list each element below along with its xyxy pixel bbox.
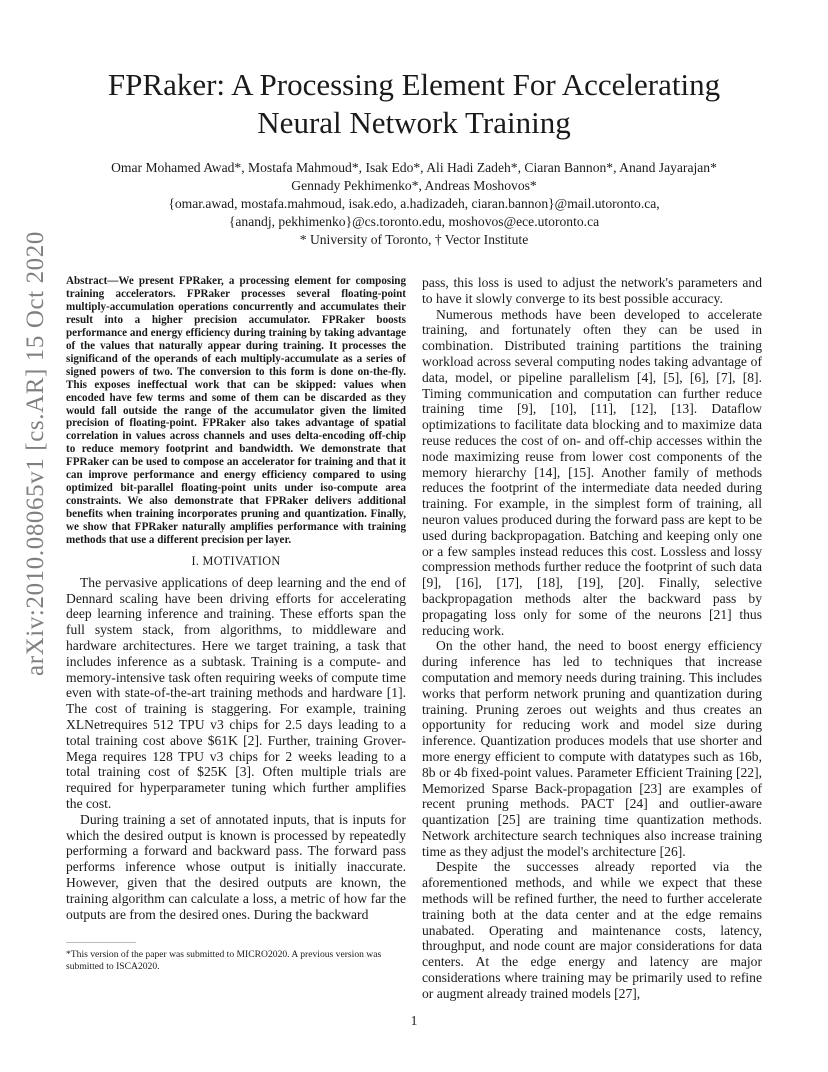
paragraph: pass, this loss is used to adjust the network's parameters and to have it slowly converge to its best possible accuracy. — [422, 275, 762, 306]
right-column — [422, 275, 762, 1002]
abstract: Abstract—We present FPRaker, a processing element for composing training accelerators. FPRaker processes several floating-point multiply-accumulation operations concurrently and accumulates their result into a higher precision accumulator. FPRaker boosts performance and energy efficiency during training by taking advantage of the values that naturally appear during training. It processes the significand of the operands of each multiply-accumulate as a series of signed powers of two. The conversion to this form is done on-the-fly. This exposes ineffectual work that can be skipped: values when encoded have few terms and some of them can be discarded as they would fall outside the range of the accumulator given the limited precision of floating-point. FPRaker also takes advantage of spatial correlation in values across channels and uses delta-encoding off-chip to reduce memory footprint and bandwidth. We demonstrate that FPRaker can be used to compose an accelerator for training and that it can improve performance and energy efficiency compared to using optimized bit-parallel floating-point units under iso-compute area constraints. We also demonstrate that FPRaker delivers additional benefits when training incorporates pruning and quantization. Finally, we show that FPRaker naturally amplifies performance with training methods that use a different precision per layer. — [66, 275, 406, 547]
title-line-2: Neural Network Training — [257, 105, 571, 140]
title-line-1: FPRaker: A Processing Element For Accelerating — [107, 67, 721, 102]
paragraph: Despite the successes already reported via the aforementioned methods, and while we expect that these methods will be refined further, the need to further accelerate training both at the data center and at the edge remains unabated. Operating and maintenance costs, latency, throughput, and node count are major considerations for data centers. At the edge energy and latency are major considerations where training may be primarily used to refine or augment already trained models [27], — [422, 859, 762, 1001]
arxiv-stamp-text: arXiv:2010.08065v1 [cs.AR] 15 Oct 2020 — [22, 231, 49, 676]
emails-line-1: {omar.awad, mostafa.mahmoud, isak.edo, a.hadizadeh, ciaran.bannon}@mail.utoronto.ca, — [168, 196, 660, 211]
footnote-rule — [66, 942, 136, 943]
arxiv-stamp — [14, 231, 54, 676]
section-heading: I. MOTIVATION — [191, 554, 281, 569]
emails-line-2: {anandj, pekhimenko}@cs.toronto.edu, moshovos@ece.utoronto.ca — [228, 214, 600, 229]
paragraph: On the other hand, the need to boost energy efficiency during inference has led to techniques that increase computation and memory needs during training. This includes works that perform network pruning and quantization during training. Pruning zeroes out weights and thus creates an opportunity for reducing work and model size during inference. Quantization produces models that use shorter and more energy efficient to compute with datatypes such as 16b, 8b or 4b fixed-point values. Parameter Efficient Training [22], Memorized Sparse Back-propagation [23] are examples of recent pruning methods. PACT [24] and outlier-aware quantization [25] are training time quantization methods. Network architecture search techniques also increase training time as they adjust the model's architecture [26]. — [422, 638, 762, 859]
footnote: *This version of the paper was submitted to MICRO2020. A previous version was submitted to ISCA2020. — [66, 949, 382, 972]
paragraph: Numerous methods have been developed to accelerate training, and fortunately often they can be used in combination. Distributed training partitions the training workload across several computing nodes taking advantage of data, model, or pipeline parallelism [4], [5], [6], [7], [8]. Timing communication and computation can further reduce training time [9], [10], [11], [12], [13]. Dataflow optimizations to facilitate data blocking and to maximize data reuse reduces the cost of on- and off-chip accesses within the node maximizing reuse from lower cost components of the memory hierarchy [14], [15]. Another family of methods reduces the footprint of the intermediate data needed during training. For example, in the simplest form of training, all neuron values produced during the forward pass are kept to be used during backpropagation. Batching and keeping only one or a few samples instead reduces this cost. Lossless and lossy compression methods further reduce the footprint of such data [9], [16], [17], [18], [19], [20]. Finally, selective backpropagation methods alter the backward pass by propagating loss only for some of the neurons [21] thus reducing work. — [422, 306, 762, 638]
affiliation: * University of Toronto, † Vector Institute — [299, 232, 529, 247]
authors-line-1: Omar Mohamed Awad*, Mostafa Mahmoud*, Isak Edo*, Ali Hadi Zadeh*, Ciaran Bannon*, Anand Jayarajan* — [111, 160, 717, 175]
paragraph: The pervasive applications of deep learning and the end of Dennard scaling have been driving efforts for accelerating deep learning inference and training. These efforts span the full system stack, from algorithms, to middleware and hardware architectures. Here we target training, a task that includes inference as a subtask. Training is a compute- and memory-intensive task often requiring weeks of compute time even with state-of-the-art training methods and hardware [1]. The cost of training is staggering. For example, training XLNetrequires 512 TPU v3 chips for 2.5 days leading to a total training cost above $61K [2]. Further, training Grover-Mega requires 128 TPU v3 chips for 2 weeks leading to a total training cost of $25K [3]. Often multiple trials are required for hyperparameter tuning which further amplifies the cost. — [66, 574, 406, 811]
authors-line-2: Gennady Pekhimenko*, Andreas Moshovos* — [291, 178, 537, 193]
page-number: 1 — [410, 1013, 418, 1028]
left-column — [66, 275, 406, 922]
author-block — [40, 159, 788, 249]
paragraph: During training a set of annotated inputs, that is inputs for which the desired output is known is processed by repeatedly performing a forward and backward pass. The forward pass performs inference whose output is initially inaccurate. However, given that the desired outputs are known, the training algorithm can calculate a loss, a metric of how far the outputs are from the desired ones. During the backward — [66, 811, 406, 922]
paper-title — [60, 66, 768, 142]
